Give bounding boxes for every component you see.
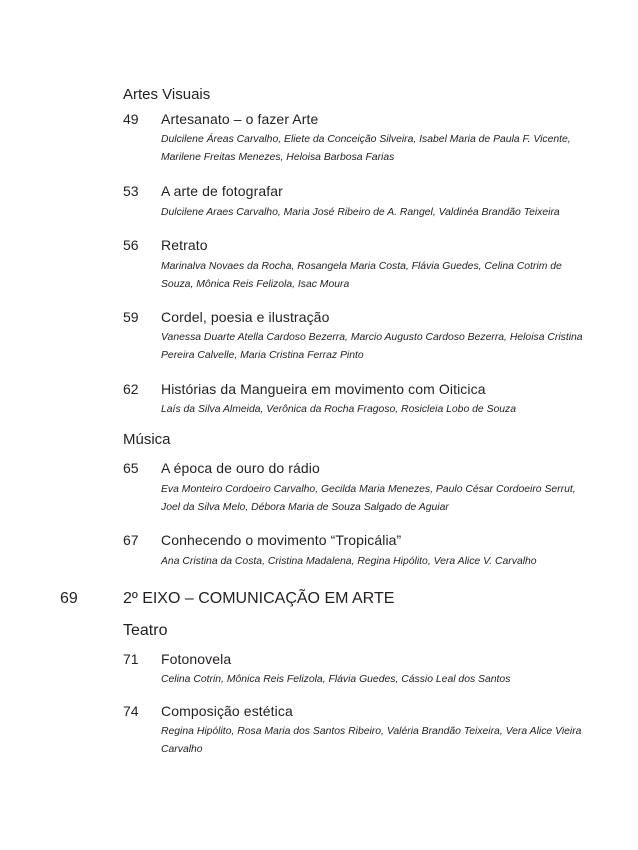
toc-entry-authors: Dulcilene Áreas Carvalho, Eliete da Conceição Silveira, Isabel Maria de Paula F. Vicente,: [161, 134, 571, 145]
toc-entry-authors: Carvalho: [161, 744, 203, 755]
toc-page-number: 56: [123, 237, 139, 253]
toc-page-number: 59: [123, 309, 139, 325]
toc-entry-title: Histórias da Mangueira em movimento com Oiticica: [161, 381, 486, 397]
toc-entry-title: Cordel, poesia e ilustração: [161, 309, 330, 325]
section-heading-teatro: Teatro: [123, 622, 168, 639]
toc-page-number: 71: [123, 651, 139, 667]
toc-entry-title: Conhecendo o movimento “Tropicália”: [161, 532, 402, 548]
toc-entry-authors: Regina Hipólito, Rosa Maria dos Santos Ribeiro, Valéria Brandão Teixeira, Vera Alice Vieira: [161, 726, 582, 737]
toc-entry-authors: Celina Cotrin, Mônica Reis Felizola, Flávia Guedes, Cássio Leal dos Santos: [161, 674, 511, 685]
toc-entry-authors: Marinalva Novaes da Rocha, Rosangela Maria Costa, Flávia Guedes, Celina Cotrim de: [161, 261, 562, 272]
toc-entry-authors: Vanessa Duarte Atella Cardoso Bezerra, Marcio Augusto Cardoso Bezerra, Heloisa Cristina: [161, 332, 583, 343]
eixo-page-number: 69: [60, 590, 78, 607]
toc-entry-title: Retrato: [161, 237, 208, 253]
toc-entry-authors: Dulcilene Araes Carvalho, Maria José Ribeiro de A. Rangel, Valdinéa Brandão Teixeira: [161, 207, 560, 218]
toc-entry-title: Artesanato – o fazer Arte: [161, 111, 319, 127]
toc-entry-title: Fotonovela: [161, 651, 232, 667]
toc-entry-authors: Ana Cristina da Costa, Cristina Madalena, Regina Hipólito, Vera Alice V. Carvalho: [161, 556, 537, 567]
toc-entry-title: Composição estética: [161, 703, 293, 719]
toc-entry-authors: Marilene Freitas Menezes, Heloisa Barbosa Farias: [161, 152, 395, 163]
toc-entry-authors: Souza, Mônica Reis Felizola, Isac Moura: [161, 279, 350, 290]
toc-page-number: 53: [123, 183, 139, 199]
section-heading-musica: Música: [123, 431, 171, 448]
eixo-heading: 2º EIXO – COMUNICAÇÃO EM ARTE: [123, 590, 395, 607]
toc-entry-authors: Laís da Silva Almeida, Verônica da Rocha Fragoso, Rosicleia Lobo de Souza: [161, 404, 517, 415]
section-heading-artes-visuais: Artes Visuais: [123, 86, 211, 103]
toc-entry-authors: Joel da Silva Melo, Débora Maria de Souza Salgado de Aguiar: [161, 502, 449, 513]
toc-page-number: 49: [123, 111, 139, 127]
toc-entry-authors: Eva Monteiro Cordoeiro Carvalho, Gecilda Maria Menezes, Paulo César Cordoeiro Serrut,: [161, 484, 576, 495]
toc-entry-authors: Pereira Calvelle, Maria Cristina Ferraz Pinto: [161, 350, 364, 361]
toc-page-number: 67: [123, 532, 139, 548]
toc-page-number: 74: [123, 703, 139, 719]
toc-entry-title: A época de ouro do rádio: [161, 460, 320, 476]
toc-page-number: 65: [123, 460, 139, 476]
toc-entry-title: A arte de fotografar: [161, 183, 283, 199]
toc-page-number: 62: [123, 381, 139, 397]
